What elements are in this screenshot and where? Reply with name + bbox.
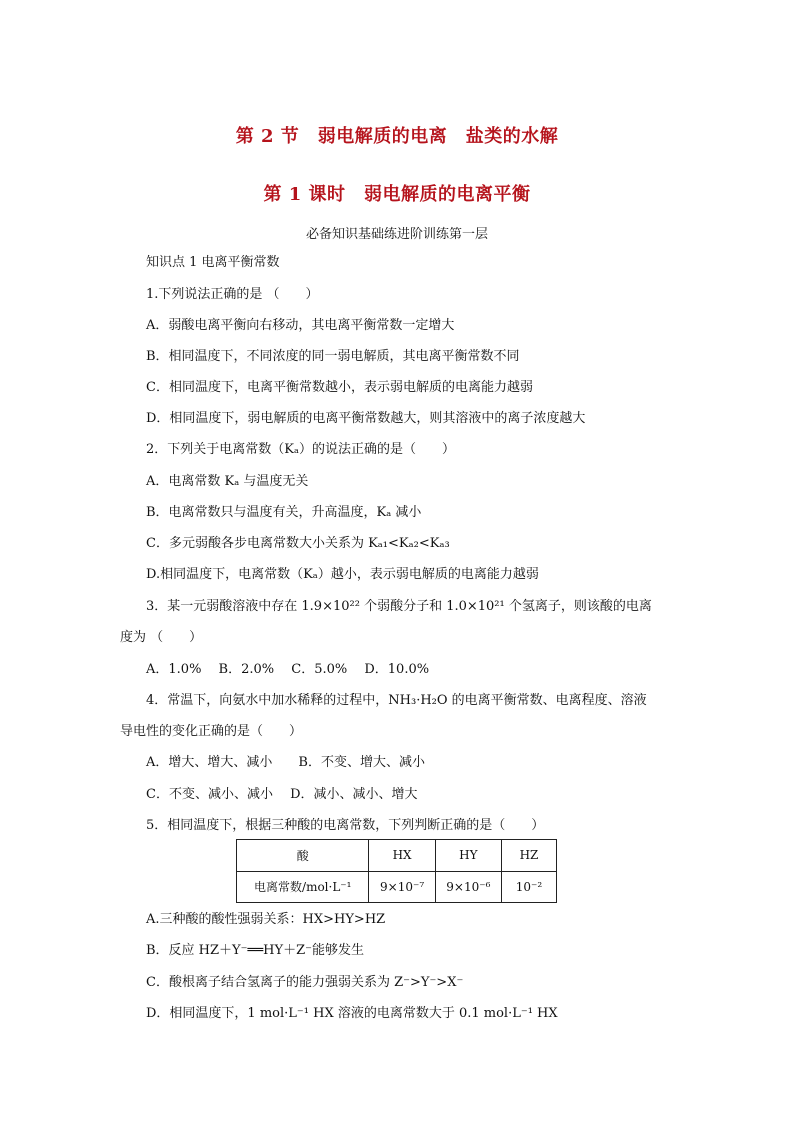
- table-cell: 电离常数/mol·L⁻¹: [237, 871, 369, 903]
- q1-option-a: A．弱酸电离平衡向右移动，其电离平衡常数一定增大: [146, 318, 455, 333]
- q5-option-c: C．酸根离子结合氢离子的能力强弱关系为 Z⁻>Y⁻>X⁻: [146, 975, 464, 990]
- table-header-cell: HZ: [501, 840, 556, 872]
- table-cell: 9×10⁻⁷: [369, 871, 435, 903]
- q5-stem: 5．相同温度下，根据三种酸的电离常数，下列判断正确的是（ ）: [146, 818, 545, 833]
- table-header-cell: HY: [435, 840, 501, 872]
- q5-option-b: B．反应 HZ＋Y⁻══HY＋Z⁻能够发生: [146, 943, 364, 958]
- ionization-constant-table: [236, 839, 557, 903]
- q1-stem: 1.下列说法正确的是 （ ）: [146, 287, 319, 302]
- q3-options: A．1.0% B．2.0% C．5.0% D．10.0%: [146, 662, 430, 677]
- q1-option-d: D．相同温度下，弱电解质的电离平衡常数越大，则其溶液中的离子浓度越大: [146, 411, 586, 426]
- table-header-cell: 酸: [237, 840, 369, 872]
- table-row: [237, 871, 557, 903]
- table-header-cell: HX: [369, 840, 435, 872]
- q4-options-line2: C．不变、减小、减小 D．减小、减小、增大: [146, 787, 418, 802]
- level-heading: 必备知识基础练进阶训练第一层: [305, 227, 488, 242]
- q5-option-d: D．相同温度下，1 mol·L⁻¹ HX 溶液的电离常数大于 0.1 mol·L⁻¹ HX: [146, 1006, 558, 1021]
- section-title: 第 2 节 弱电解质的电离 盐类的水解: [235, 126, 559, 147]
- q4-options-line1: A．增大、增大、减小 B．不变、增大、减小: [146, 755, 425, 770]
- q2-option-c: C．多元弱酸各步电离常数大小关系为 Kₐ₁<Kₐ₂<Kₐ₃: [146, 536, 450, 551]
- q1-option-c: C．相同温度下，电离平衡常数越小，表示弱电解质的电离能力越弱: [146, 380, 533, 395]
- table-cell: 10⁻²: [501, 871, 556, 903]
- q3-stem-line1: 3．某一元弱酸溶液中存在 1.9×10²² 个弱酸分子和 1.0×10²¹ 个氢离子，则该酸的电离: [146, 599, 652, 614]
- q1-option-b: B．相同温度下，不同浓度的同一弱电解质，其电离平衡常数不同: [146, 349, 520, 364]
- q4-stem-line1: 4．常温下，向氨水中加水稀释的过程中，NH₃·H₂O 的电离平衡常数、电离程度、溶液: [146, 693, 647, 708]
- knowledge-point-heading: 知识点 1 电离平衡常数: [146, 255, 280, 270]
- q2-stem: 2．下列关于电离常数（Kₐ）的说法正确的是（ ）: [146, 442, 455, 457]
- table-cell: 9×10⁻⁶: [435, 871, 501, 903]
- q5-option-a: A.三种酸的酸性强弱关系：HX>HY>HZ: [146, 912, 386, 927]
- q3-stem-line2: 度为 （ ）: [120, 630, 203, 645]
- lesson-title: 第 1 课时 弱电解质的电离平衡: [263, 184, 531, 205]
- q2-option-d: D.相同温度下，电离常数（Kₐ）越小，表示弱电解质的电离能力越弱: [146, 567, 539, 582]
- table-header-row: [237, 840, 557, 872]
- q2-option-b: B．电离常数只与温度有关，升高温度，Kₐ 减小: [146, 505, 422, 520]
- q2-option-a: A．电离常数 Kₐ 与温度无关: [146, 474, 309, 489]
- q4-stem-line2: 导电性的变化正确的是（ ）: [120, 724, 303, 739]
